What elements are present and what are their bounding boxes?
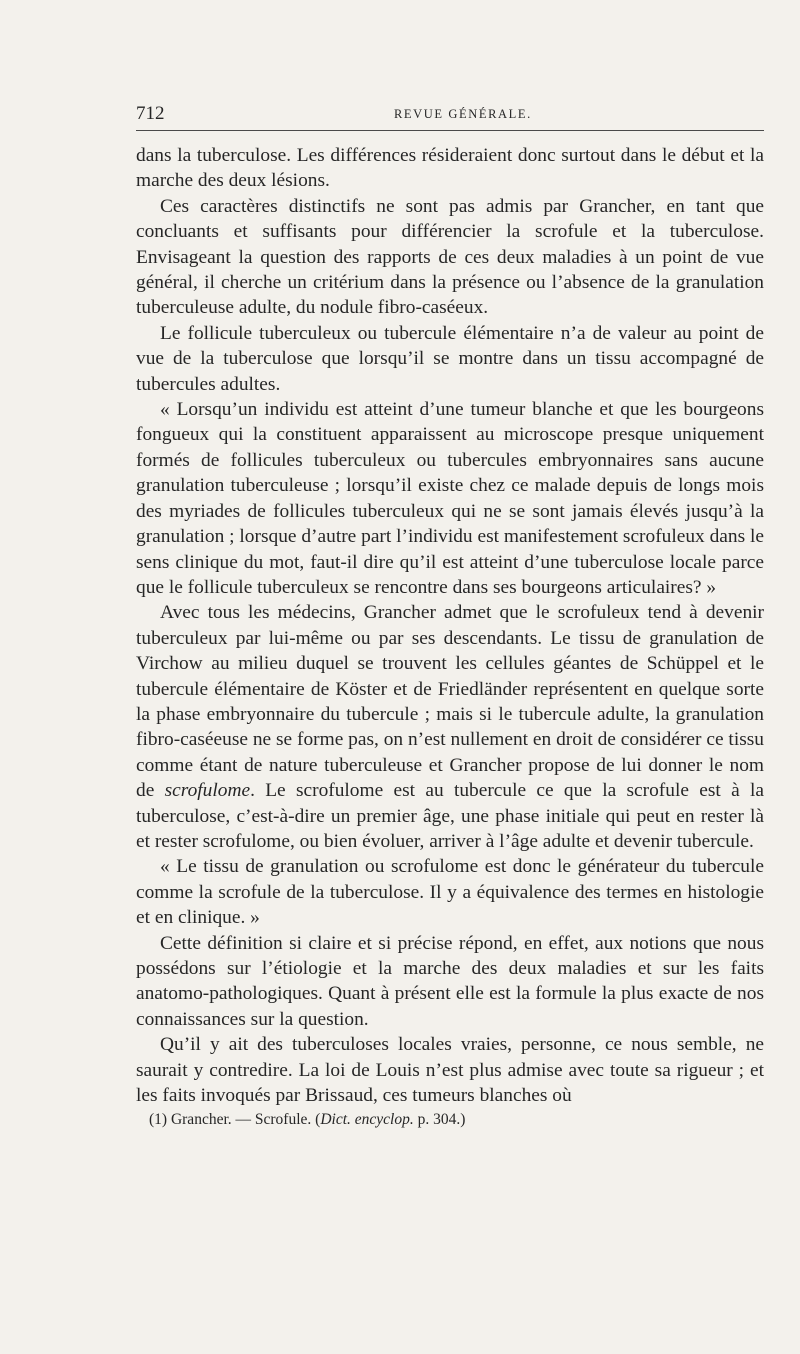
paragraph-1: dans la tuberculose. Les différences résideraient donc surtout dans le début et la marche des deux lésions. bbox=[136, 145, 764, 192]
paragraph-6-quote: « Le tissu de granulation ou scrofulome est donc le générateur du tubercule comme la scrofule de la tuberculose. Il y a équivalence des termes en histologie et en clinique. » bbox=[136, 856, 764, 929]
paragraph-5-text: Avec tous les médecins, Grancher admet que le scrofuleux tend à devenir tuberculeux par lui-même ou par ses descendants. Le tissu de granulation de Virchow au milieu duquel se trouvent les cellules géantes de Schüppel et le tubercule élémentaire de Köster et de Friedländer représentent en quelque sorte la phase embryonnaire du tubercule ; mais si le tubercule adulte, la granulation fibro-caséeuse ne se forme pas, on n’est nullement en droit de considérer ce tissu comme étant de nature tuberculeuse et Grancher propose de lui donner le nom de bbox=[136, 602, 764, 802]
paragraph-5-tail: . Le scrofulome est au tubercule ce que la scrofule est à la tuberculose, c’est-à-dire un premier âge, une phase initiale qui peut en rester là et rester scrofulome, ou bien évoluer, arriver à l’âge adulte et devenir tubercule. bbox=[136, 780, 764, 852]
page-header bbox=[136, 103, 764, 125]
header-rule bbox=[136, 130, 764, 131]
paragraph-3: Le follicule tuberculeux ou tubercule élémentaire n’a de valeur au point de vue de la tuberculose que lorsqu’il se montre dans un tissu accompagné de tubercules adultes. bbox=[136, 322, 764, 395]
paragraph-8: Qu’il y ait des tuberculoses locales vraies, personne, ce nous semble, ne saurait y contredire. La loi de Louis n’est plus admise avec toute sa rigueur ; et les faits invoqués par Brissaud, ces tumeurs blanches où bbox=[136, 1034, 764, 1107]
paragraph-4-quote: « Lorsqu’un individu est atteint d’une tumeur blanche et que les bourgeons fongueux qui la constituent apparaissent au microscope presque uniquement formés de follicules tuberculeux ou tubercules embryonnaires sans aucune granulation tuberculeuse ; lorsqu’il existe chez ce malade depuis de longs mois des myriades de follicules tuberculeux qui ne se sont jamais élevés jusqu’à la granulation ; lorsque d’autre part l’individu est manifestement scrofuleux dans le sens clinique du mot, faut-il dire qu’il est atteint d’une tuberculose locale parce que le follicule tuberculeux se rencontre dans ses bourgeons articulaires? » bbox=[136, 399, 764, 598]
paragraph-5 bbox=[136, 600, 764, 854]
page-number: 712 bbox=[136, 103, 165, 124]
footnote-text: Grancher. — Scrofule. ( bbox=[167, 1111, 321, 1128]
footnote bbox=[149, 1110, 749, 1130]
paragraph-7: Cette définition si claire et si précise répond, en effet, aux notions que nous possédons sur l’étiologie et la marche des deux maladies et sur les faits anatomo-pathologiques. Quant à présent elle est la formule la plus exacte de nos connaissances sur la question. bbox=[136, 932, 764, 1030]
footnote-tail: p. 304.) bbox=[413, 1111, 466, 1128]
body-text bbox=[136, 143, 764, 1108]
running-title: REVUE GÉNÉRALE. bbox=[394, 107, 532, 121]
footnote-marker: (1) bbox=[149, 1111, 168, 1128]
footnote-italic: Dict. encyclop. bbox=[320, 1111, 414, 1128]
scrofulome-term: scrofulome bbox=[164, 780, 251, 802]
paragraph-2: Ces caractères distinctifs ne sont pas admis par Grancher, en tant que concluants et suffisants pour différencier la scrofule et la tuberculose. Envisageant la question des rapports de ces deux maladies à un point de vue général, il cherche un critérium dans la présence ou l’absence de la granulation tuberculeuse adulte, du nodule fibro-caséeux. bbox=[136, 195, 764, 319]
